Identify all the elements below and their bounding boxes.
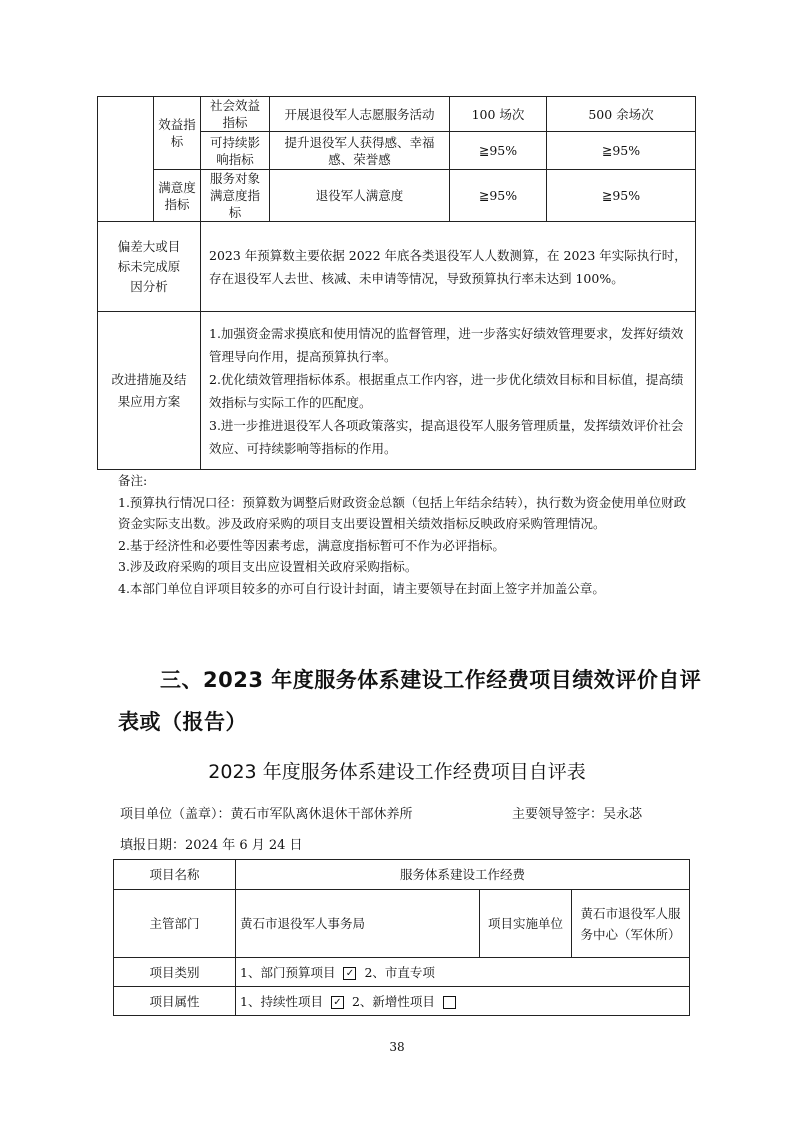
category-option-2: 2、市直专项	[364, 964, 435, 980]
date-label: 填报日期：2024 年 6 月 24 日	[120, 838, 303, 853]
notes-title: 备注:	[118, 473, 148, 488]
improve-item: 1.加强资金需求摸底和使用情况的监督管理，进一步落实好绩效管理要求，发挥好绩效管理导向作用，提高预算执行率。	[209, 325, 684, 364]
note-item: 4.本部门单位自评项目较多的亦可自行设计封面，请主要领导在封面上签字并加盖公章。	[118, 580, 605, 596]
performance-table	[97, 96, 696, 470]
actual-cell: 500 余场次	[547, 97, 696, 132]
impl-label: 项目实施单位	[480, 890, 572, 958]
actual-cell: ≧95%	[547, 132, 696, 170]
level3-cell: 服务对象满意度指标	[201, 170, 270, 222]
section-heading: 三、2023 年度服务体系建设工作经费项目绩效评价自评	[160, 668, 702, 692]
notes	[118, 470, 688, 599]
target-cell: ≧95%	[450, 132, 547, 170]
improve-cell	[201, 312, 696, 470]
project-name-label: 项目名称	[114, 860, 236, 890]
note-item: 1.预算执行情况口径：预算数为调整后财政资金总额（包括上年结余结转），执行数为资金使用单位财政资金实际支出数。涉及政府采购的项目支出要设置相关绩效指标反映政府采购管理情况。	[118, 494, 687, 531]
category-options	[236, 958, 690, 987]
improve-label: 改进措施及结果应用方案	[98, 312, 201, 470]
leader-label: 主要领导签字：吴永苾	[512, 807, 643, 822]
attr-checkbox-1[interactable]: ✓	[331, 996, 344, 1009]
improve-item: 3.进一步推进退役军人各项政策落实，提高退役军人服务管理质量，发挥绩效评价社会效应、可持续影响等指标的作用。	[209, 417, 684, 456]
indicator-cell: 退役军人满意度	[270, 170, 450, 222]
actual-cell: ≧95%	[547, 170, 696, 222]
attr-options	[236, 987, 690, 1016]
level1-cell	[98, 97, 154, 222]
impl-value: 黄石市退役军人服务中心（军休所）	[572, 890, 690, 958]
dept-value: 黄石市退役军人事务局	[236, 890, 480, 958]
level2-cell: 效益指标	[154, 97, 201, 170]
indicator-cell: 开展退役军人志愿服务活动	[270, 97, 450, 132]
level3-cell: 社会效益指标	[201, 97, 270, 132]
level3-cell: 可持续影响指标	[201, 132, 270, 170]
note-item: 3.涉及政府采购的项目支出应设置相关政府采购指标。	[118, 559, 418, 574]
unit-label: 项目单位（盖章）：黄石市军队离休退休干部休养所	[120, 807, 413, 822]
table-title: 2023 年度服务体系建设工作经费项目自评表	[208, 761, 586, 783]
level2-cell: 满意度指标	[154, 170, 201, 222]
category-checkbox-1[interactable]: ✓	[343, 967, 356, 980]
category-label: 项目类别	[114, 958, 236, 987]
project-info-table	[113, 859, 690, 1016]
improve-item: 2.优化绩效管理指标体系。根据重点工作内容，进一步优化绩效目标和目标值，提高绩效指标与实际工作的匹配度。	[209, 371, 684, 410]
deviation-label: 偏差大或目标未完成原因分析	[98, 222, 201, 312]
note-item: 2.基于经济性和必要性等因素考虑，满意度指标暂可不作为必评指标。	[118, 537, 505, 553]
project-name-value: 服务体系建设工作经费	[236, 860, 690, 890]
page-number: 38	[389, 1040, 405, 1054]
attr-label: 项目属性	[114, 987, 236, 1016]
section-heading-cont: 表或（报告）	[118, 710, 247, 734]
dept-label: 主管部门	[114, 890, 236, 958]
target-cell: ≧95%	[450, 170, 547, 222]
deviation-text: 2023 年预算数主要依据 2022 年底各类退役军人人数测算，在 2023 年实际执行时，存在退役军人去世、核减、未申请等情况，导致预算执行率未达到 100%。	[201, 222, 696, 312]
attr-option-1: 1、持续性项目	[240, 993, 323, 1009]
target-cell: 100 场次	[450, 97, 547, 132]
category-option-1: 1、部门预算项目	[240, 964, 336, 980]
indicator-cell: 提升退役军人获得感、幸福感、荣誉感	[270, 132, 450, 170]
attr-option-2: 2、新增性项目	[351, 993, 435, 1009]
attr-checkbox-2[interactable]	[443, 996, 456, 1009]
